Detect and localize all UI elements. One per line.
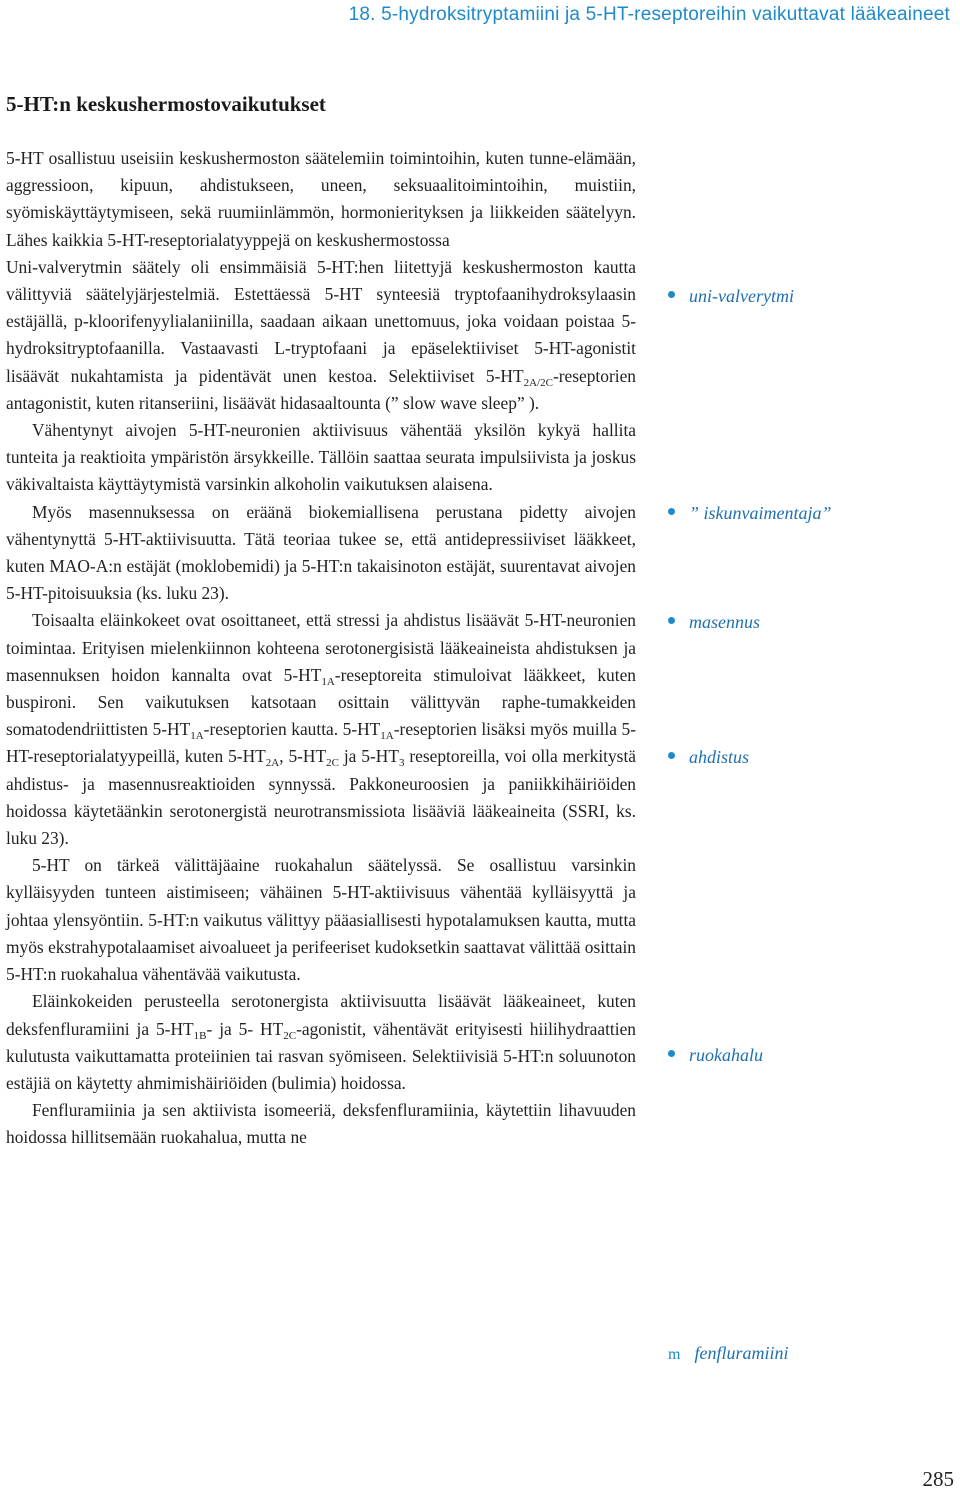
margin-note-iskunvaimentaja xyxy=(668,503,832,524)
bullet-dot-icon xyxy=(668,291,675,298)
margin-note-label: fenfluramiini xyxy=(694,1343,789,1363)
paragraph-text: Fenfluramiinia ja sen aktiivista isomeeriä, deksfenfluramiinia, käytettiin lihavuuden hoidossa hillitsemään ruokahalua, mutta ne xyxy=(6,1100,636,1148)
paragraph xyxy=(6,988,636,1097)
bullet-m-icon: m xyxy=(668,1346,681,1363)
page-number: 285 xyxy=(922,1467,954,1491)
paragraph-text: 5-HT on tärkeä välittäjäaine ruokahalun säätelyssä. Se osallistuu varsinkin kylläisyyden tunteen aistimiseen; vähäinen 5-HT-aktiivisuus vähentää kylläisyyttä ja johtaa ylensyöntiin. 5-HT:n vaikutus välittyy pääasiallisesti hypotalamuksen kautta, mutta myös ekstrahypotalaamiset aivoalueet ja perifeeriset kudoksetkin saattavat välittää osittain 5-HT:n ruokahalua vähentävää vaikutusta. xyxy=(6,855,636,985)
paragraph xyxy=(6,145,636,254)
bullet-dot-icon xyxy=(668,617,675,624)
bullet-dot-icon xyxy=(668,508,675,515)
bullet-dot-icon xyxy=(668,1050,675,1057)
subscript: 2A/2C xyxy=(523,376,553,389)
paragraph xyxy=(6,607,636,852)
section-heading: 5-HT:n keskushermostovaikutukset xyxy=(6,92,326,116)
margin-note-ahdistus xyxy=(668,747,749,768)
paragraph-text: -agonistit, vähentävät erityisesti hiilihydraattien kulutusta vaikuttamatta proteiinien tai rasvan syömiseen. Selektiivisiä 5-HT:n soluunoton estäjiä on käytetty ahmimishäiriöiden (bulimia) hoidossa. xyxy=(6,1018,636,1093)
margin-note-label: ruokahalu xyxy=(689,1045,763,1065)
paragraph-text: reseptoreilla, voi olla merkitystä ahdistus- ja masennusreaktioiden synnyssä. Pakkoneuroosien ja paniikkihäiriöiden hoidossa käytetäänkin serotonergistä neurotransmissiota lisääviä lääkeaineita (SSRI, ks. luku 23). xyxy=(6,746,637,849)
subscript: 1A xyxy=(321,675,335,688)
margin-note-fenfluramiini xyxy=(668,1343,788,1364)
paragraph-text: -reseptorien antagonistit, kuten ritanseriini, lisäävät hidasaaltounta (” slow wave sleep” ). xyxy=(6,365,636,413)
paragraph xyxy=(6,254,636,417)
margin-note-label: ahdistus xyxy=(689,747,750,767)
paragraph-text: Vähentynyt aivojen 5-HT-neuronien aktiivisuus vähentää yksilön kykyä hallita tunteita ja reaktioita ympäristön ärsykkeille. Tällöin saattaa seurata impulsiivista ja joskus väkivaltaista käyttäytymistä varsinkin alkoholin vaikutuksen alaisena. xyxy=(6,420,636,495)
paragraph-text: - ja 5- HT xyxy=(206,1018,284,1039)
paragraph-text: 5-HT osallistuu useisiin keskushermoston säätelemiin toimintoihin, kuten tunne-elämään, aggressioon, kipuun, ahdistukseen, uneen, seksuaalitoimintoihin, muistiin, syömiskäyttäytymiseen, sekä ruumiinlämmön, hormonierityksen ja liikkeiden säätelyyn. Lähes kaikkia 5-HT-reseptorialatyyppejä on keskushermostossa xyxy=(6,148,636,250)
bullet-dot-icon xyxy=(668,752,675,759)
margin-note-label: ” iskunvaimentaja” xyxy=(689,503,832,523)
paragraph xyxy=(6,852,636,988)
paragraph-text: ja 5-HT xyxy=(338,746,399,767)
paragraph-text: -reseptoreita stimuloivat lääkkeet, kuten buspironi. Sen vaikutuksen katsotaan osittain välittyvän raphe-tumakkeiden somatodendriittisten 5-HT xyxy=(6,664,636,740)
subscript: 3 xyxy=(398,757,405,770)
margin-note-masennus xyxy=(668,612,760,633)
subscript: 2A xyxy=(265,757,280,770)
paragraph-text: Uni-valverytmin säätely oli ensimmäisiä 5-HT:hen liitettyjä keskushermoston kautta välittyviä säätelyjärjestelmiä. Estettäessä 5-HT synteesiä tryptofaanihydroksylaasin estäjällä, p-kloorifenyylialaniinilla, saadaan aikaan unettomuus, joka voidaan poistaa 5-hydroksitryptofaanilla. Vastaavasti L-tryptofaani ja epäselektiiviset 5-HT-agonistit lisäävät nukahtamista ja pidentävät unen kestoa. Selektiiviset 5-HT xyxy=(6,256,636,386)
margin-note-uni-valverytmi xyxy=(668,286,794,307)
body-text xyxy=(6,145,636,1152)
subscript: 1B xyxy=(193,1029,207,1042)
margin-note-label: uni-valverytmi xyxy=(689,286,794,306)
paragraph xyxy=(6,499,636,608)
margin-note-label: masennus xyxy=(689,612,760,632)
running-header: 18. 5-hydroksitryptamiini ja 5-HT-reseptoreihin vaikuttavat lääkeaineet xyxy=(348,4,950,25)
subscript: 1A xyxy=(380,730,394,743)
paragraph-text: Eläinkokeiden perusteella serotonergista aktiivisuutta lisäävät lääkeaineet, kuten deksfenfluramiini ja 5-HT xyxy=(6,991,636,1039)
margin-note-ruokahalu xyxy=(668,1045,763,1066)
paragraph-text: -reseptorien kautta. 5-HT xyxy=(203,719,381,740)
paragraph xyxy=(6,1097,636,1151)
paragraph-text: Toisaalta eläinkokeet ovat osoittaneet, että stressi ja ahdistus lisäävät 5-HT-neuronien toimintaa. Erityisen mielenkiinnon kohteena serotonergisistä lääkeaineista ahdistuksen ja masennuksen hoidon kannalta ovat 5-HT xyxy=(6,610,636,685)
paragraph-text: Myös masennuksessa on eräänä biokemiallisena perustana pidetty aivojen vähentynyttä 5-HT-aktiivisuutta. Tätä teoriaa tukee se, että antidepressiiviset lääkkeet, kuten MAO-A:n estäjät (moklobemidi) ja 5-HT:n takaisinoton estäjät, suurentavat aivojen 5-HT-pitoisuuksia (ks. luku 23). xyxy=(6,501,636,604)
paragraph-text: , 5-HT xyxy=(279,746,327,767)
paragraph xyxy=(6,417,636,499)
subscript: 2C xyxy=(283,1029,297,1042)
subscript: 2C xyxy=(326,757,339,770)
paragraph-text: -reseptorien lisäksi myös muilla 5-HT-reseptorialatyypeillä, kuten 5-HT xyxy=(6,719,636,767)
subscript: 1A xyxy=(190,730,204,743)
